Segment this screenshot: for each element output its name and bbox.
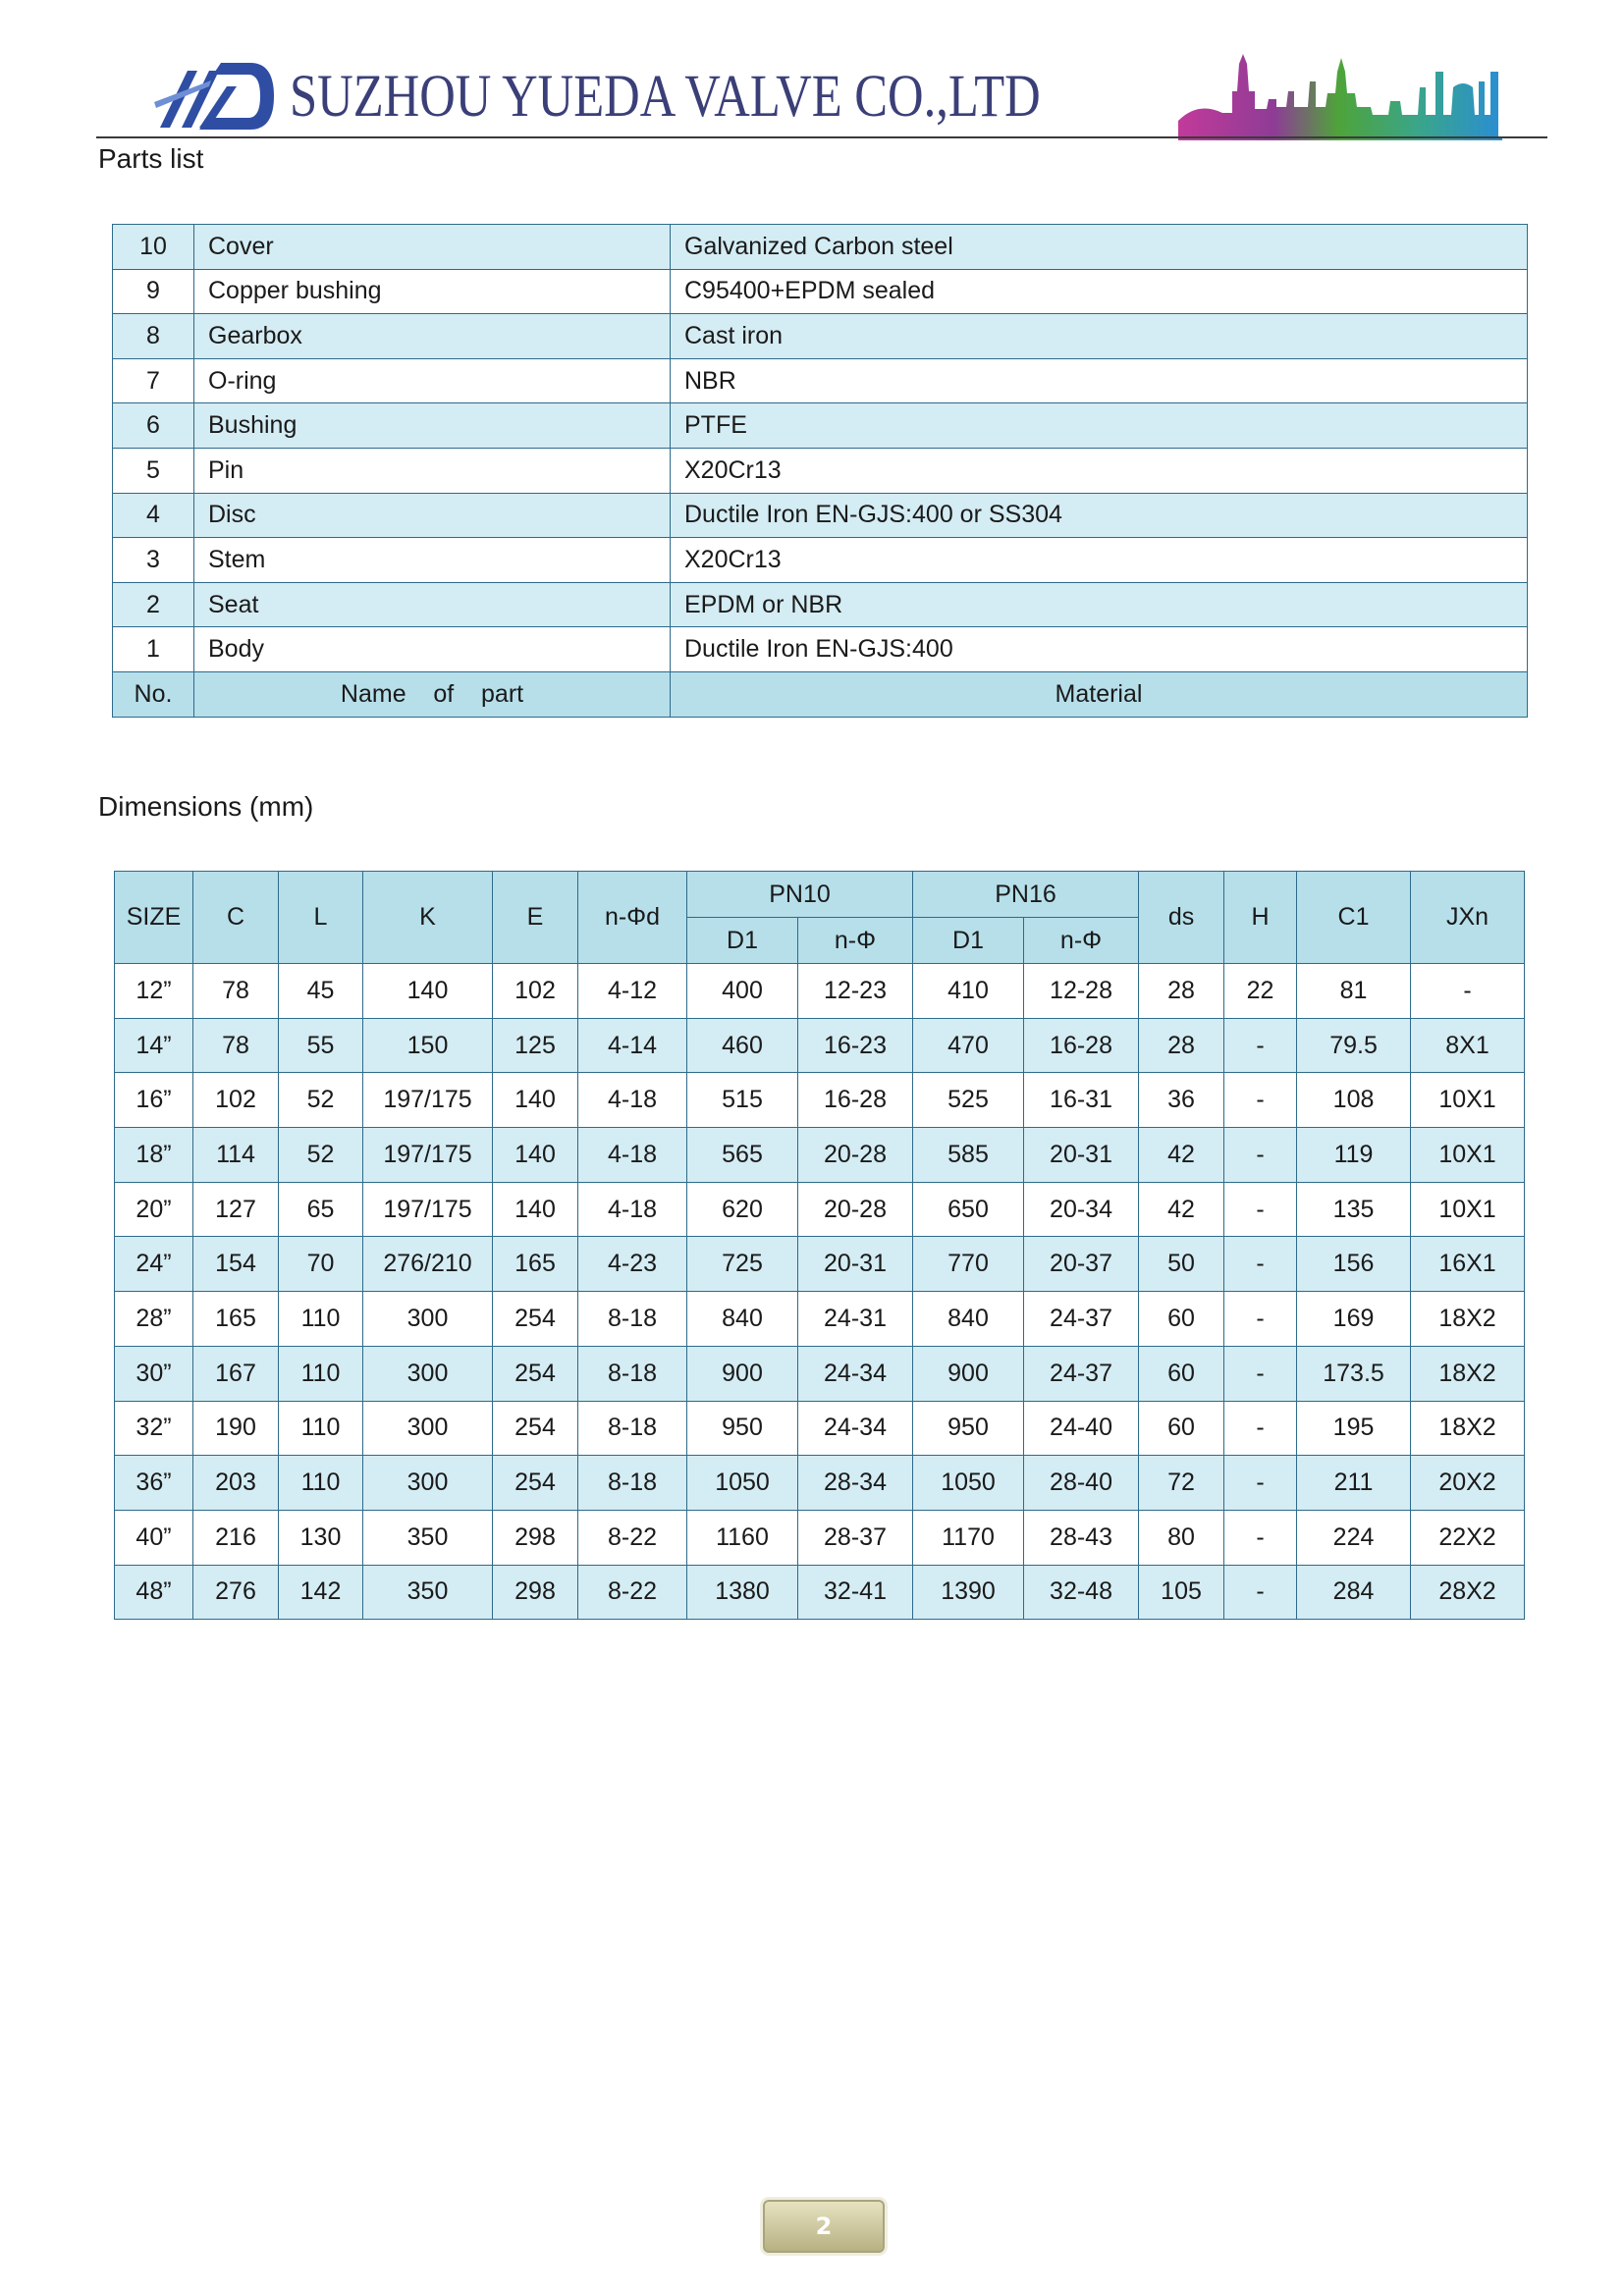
dim-cell-ds: 42 [1139,1182,1224,1237]
dim-cell-pn10-d1: 725 [687,1237,798,1292]
dim-cell-pn10-n-phi: 16-28 [798,1073,913,1128]
dim-cell-ds: 60 [1139,1401,1224,1456]
dim-cell-pn10-d1: 460 [687,1018,798,1073]
dim-cell-pn16-n-phi: 32-48 [1024,1565,1139,1620]
dimensions-row [115,1456,1525,1511]
parts-cell-no: 6 [113,403,194,449]
dimensions-row [115,1346,1525,1401]
dim-cell-pn10-n-phi: 24-31 [798,1292,913,1347]
dim-cell-pn10-d1: 1160 [687,1510,798,1565]
dim-cell-size: 18” [115,1128,193,1183]
parts-cell-no: 2 [113,582,194,627]
dim-cell-ds: 105 [1139,1565,1224,1620]
dim-cell-ds: 42 [1139,1128,1224,1183]
dim-cell-size: 14” [115,1018,193,1073]
dim-cell-k: 140 [363,964,493,1019]
dim-cell-pn16-n-phi: 20-37 [1024,1237,1139,1292]
parts-row [113,582,1528,627]
parts-cell-no: 10 [113,225,194,270]
col-header-c: C [193,872,279,964]
dim-cell-c1: 79.5 [1297,1018,1411,1073]
dim-cell-n-phi-d: 4-23 [578,1237,687,1292]
dim-cell-e: 102 [493,964,578,1019]
dim-cell-k: 197/175 [363,1182,493,1237]
dim-cell-l: 110 [279,1456,363,1511]
dim-cell-n-phi-d: 8-18 [578,1346,687,1401]
dim-cell-jxn: - [1411,964,1525,1019]
dim-cell-e: 254 [493,1346,578,1401]
dimensions-row [115,1292,1525,1347]
parts-cell-no: 9 [113,269,194,314]
dim-cell-c: 78 [193,1018,279,1073]
header-divider [96,136,1547,138]
dim-cell-k: 276/210 [363,1237,493,1292]
dim-cell-pn10-d1: 1380 [687,1565,798,1620]
parts-cell-material: NBR [671,358,1528,403]
dim-cell-h: - [1224,1018,1297,1073]
dim-cell-ds: 50 [1139,1237,1224,1292]
dim-cell-pn10-n-phi: 24-34 [798,1346,913,1401]
col-header-e: E [493,872,578,964]
dim-cell-pn16-n-phi: 20-31 [1024,1128,1139,1183]
parts-row [113,538,1528,583]
dim-cell-pn10-d1: 1050 [687,1456,798,1511]
page-number: 2 [763,2200,885,2253]
dim-cell-pn16-n-phi: 16-28 [1024,1018,1139,1073]
col-header-pn16-d1: D1 [913,918,1024,964]
parts-cell-material: Ductile Iron EN-GJS:400 or SS304 [671,493,1528,538]
parts-row [113,627,1528,672]
dim-cell-h: - [1224,1237,1297,1292]
dim-cell-e: 140 [493,1182,578,1237]
parts-cell-no: 1 [113,627,194,672]
col-header-jxn: JXn [1411,872,1525,964]
company-name: SUZHOU YUEDA VALVE CO.,LTD [290,64,1041,130]
dim-cell-pn10-n-phi: 28-37 [798,1510,913,1565]
dim-cell-l: 65 [279,1182,363,1237]
dim-cell-c1: 173.5 [1297,1346,1411,1401]
parts-cell-name: O-ring [194,358,671,403]
dim-cell-n-phi-d: 8-22 [578,1565,687,1620]
dim-cell-h: - [1224,1182,1297,1237]
parts-cell-no: 3 [113,538,194,583]
dim-cell-l: 110 [279,1401,363,1456]
dim-cell-e: 254 [493,1292,578,1347]
dim-cell-pn16-d1: 470 [913,1018,1024,1073]
dim-cell-pn10-n-phi: 32-41 [798,1565,913,1620]
dim-cell-k: 300 [363,1456,493,1511]
dim-cell-n-phi-d: 4-18 [578,1182,687,1237]
dim-cell-pn16-d1: 1390 [913,1565,1024,1620]
dim-cell-c1: 195 [1297,1401,1411,1456]
dim-cell-pn10-d1: 565 [687,1128,798,1183]
dim-cell-pn10-d1: 950 [687,1401,798,1456]
dim-cell-k: 197/175 [363,1128,493,1183]
parts-row [113,403,1528,449]
dim-cell-pn10-d1: 620 [687,1182,798,1237]
dim-cell-e: 298 [493,1565,578,1620]
col-header-k: K [363,872,493,964]
dim-cell-c: 78 [193,964,279,1019]
dim-cell-ds: 72 [1139,1456,1224,1511]
dimensions-row [115,1018,1525,1073]
dim-cell-ds: 28 [1139,964,1224,1019]
dim-cell-jxn: 10X1 [1411,1073,1525,1128]
parts-cell-no: 8 [113,314,194,359]
dim-cell-pn10-n-phi: 20-28 [798,1182,913,1237]
dim-cell-size: 20” [115,1182,193,1237]
col-header-pn10-d1: D1 [687,918,798,964]
parts-cell-no: 5 [113,448,194,493]
dim-cell-c: 276 [193,1565,279,1620]
dim-cell-k: 197/175 [363,1073,493,1128]
dim-cell-k: 300 [363,1401,493,1456]
dim-cell-e: 165 [493,1237,578,1292]
dim-cell-jxn: 18X2 [1411,1401,1525,1456]
parts-cell-material: EPDM or NBR [671,582,1528,627]
parts-row [113,448,1528,493]
dim-cell-e: 140 [493,1128,578,1183]
dim-cell-n-phi-d: 8-18 [578,1292,687,1347]
parts-table [112,224,1528,718]
parts-row [113,269,1528,314]
parts-header-no: No. [113,671,194,717]
dim-cell-c: 190 [193,1401,279,1456]
dim-cell-k: 350 [363,1565,493,1620]
dim-cell-n-phi-d: 4-14 [578,1018,687,1073]
dim-cell-c1: 284 [1297,1565,1411,1620]
dim-cell-pn10-n-phi: 16-23 [798,1018,913,1073]
dimensions-row [115,1128,1525,1183]
col-header-ds: ds [1139,872,1224,964]
dim-cell-h: - [1224,1073,1297,1128]
dim-cell-pn16-n-phi: 20-34 [1024,1182,1139,1237]
dim-cell-k: 300 [363,1292,493,1347]
col-header-h: H [1224,872,1297,964]
dim-cell-ds: 36 [1139,1073,1224,1128]
parts-cell-material: Ductile Iron EN-GJS:400 [671,627,1528,672]
dim-cell-c1: 156 [1297,1237,1411,1292]
parts-list-title: Parts list [98,143,204,174]
dim-cell-l: 52 [279,1073,363,1128]
dim-cell-ds: 28 [1139,1018,1224,1073]
dim-cell-l: 55 [279,1018,363,1073]
parts-cell-material: X20Cr13 [671,448,1528,493]
dim-cell-c1: 169 [1297,1292,1411,1347]
dim-cell-e: 140 [493,1073,578,1128]
dim-cell-l: 45 [279,964,363,1019]
parts-cell-material: Galvanized Carbon steel [671,225,1528,270]
dim-cell-jxn: 20X2 [1411,1456,1525,1511]
dim-cell-c: 203 [193,1456,279,1511]
dim-cell-k: 150 [363,1018,493,1073]
parts-row [113,225,1528,270]
dim-cell-pn10-n-phi: 12-23 [798,964,913,1019]
parts-cell-name: Gearbox [194,314,671,359]
dim-cell-jxn: 18X2 [1411,1292,1525,1347]
parts-cell-name: Body [194,627,671,672]
dim-cell-pn16-d1: 410 [913,964,1024,1019]
dimensions-row [115,1237,1525,1292]
dim-cell-c: 216 [193,1510,279,1565]
dim-cell-n-phi-d: 4-18 [578,1073,687,1128]
dim-cell-pn10-d1: 840 [687,1292,798,1347]
parts-cell-name: Bushing [194,403,671,449]
dim-cell-pn16-n-phi: 28-40 [1024,1456,1139,1511]
dim-cell-size: 24” [115,1237,193,1292]
dim-cell-h: 22 [1224,964,1297,1019]
dimensions-row [115,1565,1525,1620]
dim-cell-pn10-n-phi: 20-31 [798,1237,913,1292]
parts-cell-name: Pin [194,448,671,493]
dim-cell-size: 30” [115,1346,193,1401]
city-skyline-icon [1178,52,1502,140]
dimensions-row [115,964,1525,1019]
dim-cell-h: - [1224,1456,1297,1511]
dim-cell-l: 110 [279,1346,363,1401]
dim-cell-pn16-n-phi: 28-43 [1024,1510,1139,1565]
dim-cell-n-phi-d: 8-22 [578,1510,687,1565]
dim-cell-ds: 80 [1139,1510,1224,1565]
dim-cell-e: 125 [493,1018,578,1073]
dim-cell-l: 52 [279,1128,363,1183]
dimensions-row [115,1073,1525,1128]
dim-cell-l: 110 [279,1292,363,1347]
parts-cell-no: 7 [113,358,194,403]
dim-cell-pn10-d1: 400 [687,964,798,1019]
dim-cell-pn16-d1: 1170 [913,1510,1024,1565]
dim-cell-c1: 108 [1297,1073,1411,1128]
dim-cell-ds: 60 [1139,1292,1224,1347]
dim-cell-pn16-n-phi: 16-31 [1024,1073,1139,1128]
dim-cell-jxn: 16X1 [1411,1237,1525,1292]
col-header-size: SIZE [115,872,193,964]
dimensions-row [115,1510,1525,1565]
col-header-pn10: PN10 [687,872,913,918]
dim-cell-jxn: 8X1 [1411,1018,1525,1073]
dim-cell-jxn: 10X1 [1411,1128,1525,1183]
col-header-pn16: PN16 [913,872,1139,918]
dim-cell-pn16-d1: 650 [913,1182,1024,1237]
parts-cell-name: Copper bushing [194,269,671,314]
parts-cell-name: Cover [194,225,671,270]
dim-cell-size: 36” [115,1456,193,1511]
dim-cell-pn10-d1: 515 [687,1073,798,1128]
col-header-pn16-n-phi: n-Φ [1024,918,1139,964]
parts-cell-no: 4 [113,493,194,538]
dim-cell-c1: 224 [1297,1510,1411,1565]
dim-cell-h: - [1224,1401,1297,1456]
dim-cell-size: 32” [115,1401,193,1456]
parts-header-row [113,671,1528,717]
parts-row [113,358,1528,403]
parts-header-material: Material [671,671,1528,717]
dim-cell-e: 254 [493,1401,578,1456]
dim-cell-pn16-n-phi: 24-37 [1024,1292,1139,1347]
dim-cell-e: 298 [493,1510,578,1565]
dim-cell-pn10-d1: 900 [687,1346,798,1401]
dim-cell-pn16-d1: 950 [913,1401,1024,1456]
dim-cell-pn16-d1: 840 [913,1292,1024,1347]
dim-cell-jxn: 22X2 [1411,1510,1525,1565]
dim-cell-n-phi-d: 8-18 [578,1401,687,1456]
dim-cell-pn10-n-phi: 24-34 [798,1401,913,1456]
dimensions-row [115,1182,1525,1237]
dim-cell-k: 300 [363,1346,493,1401]
dim-cell-pn16-d1: 1050 [913,1456,1024,1511]
dim-cell-pn16-n-phi: 24-37 [1024,1346,1139,1401]
dim-cell-h: - [1224,1346,1297,1401]
dim-cell-c: 154 [193,1237,279,1292]
dim-cell-c: 114 [193,1128,279,1183]
dim-cell-size: 16” [115,1073,193,1128]
dim-cell-pn16-d1: 525 [913,1073,1024,1128]
dim-cell-l: 70 [279,1237,363,1292]
dim-cell-pn16-d1: 900 [913,1346,1024,1401]
dim-cell-jxn: 28X2 [1411,1565,1525,1620]
dim-cell-pn16-n-phi: 12-28 [1024,964,1139,1019]
parts-cell-name: Disc [194,493,671,538]
dim-cell-pn16-d1: 770 [913,1237,1024,1292]
dim-cell-pn10-n-phi: 28-34 [798,1456,913,1511]
dim-cell-jxn: 10X1 [1411,1182,1525,1237]
col-header-n-phi-d: n-Φd [578,872,687,964]
parts-row [113,314,1528,359]
col-header-pn10-n-phi: n-Φ [798,918,913,964]
parts-cell-material: PTFE [671,403,1528,449]
dim-cell-ds: 60 [1139,1346,1224,1401]
dim-cell-pn10-n-phi: 20-28 [798,1128,913,1183]
dim-cell-jxn: 18X2 [1411,1346,1525,1401]
parts-cell-name: Seat [194,582,671,627]
dim-cell-pn16-n-phi: 24-40 [1024,1401,1139,1456]
dim-cell-c: 167 [193,1346,279,1401]
parts-cell-name: Stem [194,538,671,583]
dimensions-title: Dimensions (mm) [98,791,314,822]
dim-cell-size: 28” [115,1292,193,1347]
dim-cell-size: 48” [115,1565,193,1620]
dimensions-table [114,871,1525,1620]
dim-cell-h: - [1224,1565,1297,1620]
dim-cell-c1: 211 [1297,1456,1411,1511]
dim-cell-k: 350 [363,1510,493,1565]
dim-cell-size: 40” [115,1510,193,1565]
page-header [93,49,1542,137]
yueda-logo-icon [152,57,275,135]
dim-cell-n-phi-d: 4-12 [578,964,687,1019]
dim-cell-size: 12” [115,964,193,1019]
dim-cell-n-phi-d: 4-18 [578,1128,687,1183]
dim-cell-c1: 135 [1297,1182,1411,1237]
dim-cell-c: 127 [193,1182,279,1237]
dim-cell-n-phi-d: 8-18 [578,1456,687,1511]
dim-cell-h: - [1224,1128,1297,1183]
dim-cell-l: 142 [279,1565,363,1620]
dim-cell-h: - [1224,1510,1297,1565]
parts-cell-material: Cast iron [671,314,1528,359]
col-header-l: L [279,872,363,964]
dim-cell-c: 102 [193,1073,279,1128]
dim-cell-c1: 81 [1297,964,1411,1019]
dim-cell-c1: 119 [1297,1128,1411,1183]
dim-cell-pn16-d1: 585 [913,1128,1024,1183]
col-header-c1: C1 [1297,872,1411,964]
parts-cell-material: X20Cr13 [671,538,1528,583]
dimensions-row [115,1401,1525,1456]
parts-row [113,493,1528,538]
dim-cell-h: - [1224,1292,1297,1347]
dim-cell-l: 130 [279,1510,363,1565]
dim-cell-c: 165 [193,1292,279,1347]
parts-header-name: Name of part [194,671,671,717]
parts-cell-material: C95400+EPDM sealed [671,269,1528,314]
dim-cell-e: 254 [493,1456,578,1511]
